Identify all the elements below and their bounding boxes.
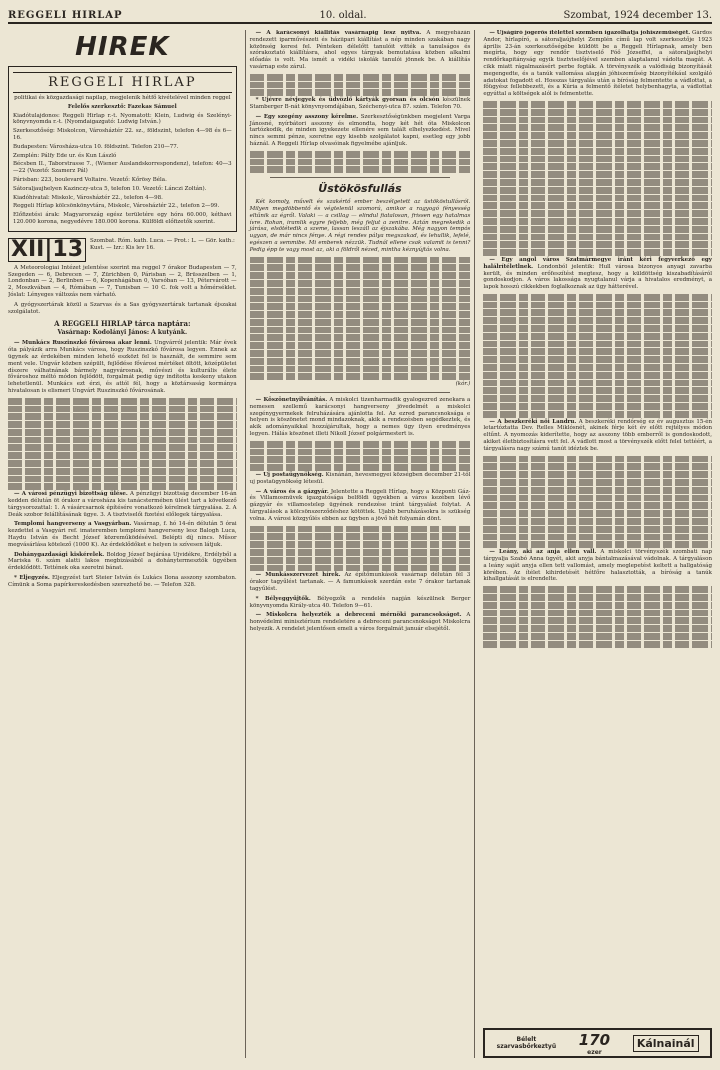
ad-product bbox=[497, 1036, 556, 1050]
calendar-day bbox=[8, 238, 237, 262]
ad-price-unit: ezer bbox=[587, 1048, 602, 1056]
news-article bbox=[8, 575, 237, 589]
masthead-box bbox=[8, 66, 237, 232]
masthead-line: Kiadótulajdonos: Reggeli Hirlap r.-t. Nyomatott: Klein, Ludwig és Szelényi-könyvnyomda r.-t. (Nyomdaigazgató: Ludwig István.) bbox=[13, 112, 232, 126]
article-body: Ungvárról jelentik: Már évek óta pályázik arra Munkács városa, hogy Ruszinszkó fővárosa legyen. Ennek az ügynek az érdekében minden lehető eszközt fel is használt, de semmire sem ment vele. Ungvár közben szépült, fejlődése fővárosi mértéket öltött, középületei díszere válhatnának bármely nagyvárosnak, művészi és kulturális élete fővároshoz méltó módon fejlődött, forgalmát pedig úgy indította keskeny utakon lehetetlenül. Munkács ezt érzi, és attól fél, hogy a köztársaság kormánya hivatalosan is elismeri Ungvárt Ruszinszkó fővárosának. bbox=[8, 340, 237, 394]
article-title: — A városi pénzügyi bizottság ülése. bbox=[14, 491, 128, 498]
news-article bbox=[250, 612, 471, 632]
article-title: Templomi hangverseny a Vasgyárban. bbox=[14, 521, 132, 528]
article-body: A megyeházán rendezett iparművészeti és háziipari kiállítást a nép minden szakában nagy közönség keresi fel. Pénteken délelőtt tanulóit vitték a tanulságos és szórakoztató kiállításra, ahol egyes tárgyak bemutatása közben alkalmi előadás is volt. Ma ismét a vidéki iskolák tanulói jönnek be. A kiállítás vasárnap este zárul. bbox=[249, 30, 471, 70]
masthead-line: Zemplén: Pálfy Ede ur. és Kun László bbox=[13, 152, 117, 159]
news-article bbox=[250, 397, 471, 438]
article-body: Gárdos Andor, hírlapíró, a sátoraljaújhelyi Zemplén című lap volt szerkesztője 1923 április 23-án szerkesztőségébe küldött be a Reggeli Hírlapnak, amely ben megírta, hogy egy rendőr tisztviselő Fóő Józseffel, a sátoraljaújhelyi rendőrkapitányság egyik tisztviselőjével szemben alaptalanul vádolta magát. A cikk miatt rágalmazásért perbe fogták. A törvényszék a valódiság bizonyítását megengedte, és a tanúk vallomása alapján jóhiszeműség bizonyítékául szolgáló adatokat fogadott el. Hosszas tárgyalás után a bíróság felmentette a vádlottat, a főügyész fellebbezett, és a Kúria a felmentő ítéletet helybenhagyta, a vádlottat egyúttal a költségek alól is felmentette. bbox=[483, 30, 712, 98]
article-title: — A beszkeréki női Landru. bbox=[489, 418, 577, 425]
program-heading: A REGGELI HIRLAP tárca naptára: bbox=[54, 319, 191, 329]
article-title: — Uj postaügynökség. bbox=[255, 472, 324, 479]
ad-line1: Bélelt bbox=[516, 1036, 537, 1043]
article-body: A honvédelmi minisztérium rendeletére a debreceni parancsnokságot Miskolcra helyezik. A rendelet jelentősen emeli a város forgalmát január elsejétől. bbox=[249, 612, 471, 632]
masthead-editor: Felelős szerkesztő: Fazekas Sámuel bbox=[67, 103, 177, 110]
article-body: Szerkesztőségünkben megjelent Varga Jánosné, nyírbátori asszony és elmondta, hogy két hét óta Miskolcon tartózkodik, de minden igyekezete ellenére sem talált elhelyezkedést. Mivel nincs semmi pénze, szeretne egy kisebb szolgálatot kapni, esetleg egy jobb háznál. A Reggeli Hírlap olvasóinak figyelmébe ajánljuk. bbox=[249, 113, 471, 147]
news-article bbox=[483, 30, 712, 98]
weather-report: A Meteorologiai Intézet jelentése szerint ma reggel 7 órakor Budapesten — 7, Szegeden — 6, Debrecen — 7, Zürichben 0, Párisban — 2, Brüsszelben — 1, Londonban — 2, Berlinben — 6, Kopenhágában 0, Varsóban — 13, Pétervárott — 2, Moszkvában — 4, Rómában — 7, Tunisban — 10 C. fok volt a hőmérséklet. Jóslat: Lényeges változás nem várható. bbox=[8, 264, 237, 298]
article-title: — Leány, aki az anja ellen vall. bbox=[489, 549, 597, 556]
masthead-line: Budapesten: Városháza-utca 10. földszint. Telefon 210—77. bbox=[13, 143, 179, 150]
news-article bbox=[250, 30, 471, 71]
article-body: készülnek Stamberger B-nát könyvnyomdájában, Széchenyi-utca 87. szám. Telefon 70. bbox=[249, 97, 471, 110]
day-number-box: XII|13 bbox=[8, 238, 86, 262]
masthead-line: Párisban: 223, boulevard Voltaire. Vezető: Kőrösy Béla. bbox=[13, 176, 167, 183]
masthead-title: REGGELI HIRLAP bbox=[13, 72, 232, 93]
article-title: — Munkács Ruszinszkó fővárosa akar lenni. bbox=[14, 340, 152, 347]
masthead-line: Szerkesztőség: Miskolcon, Városháztér 22. sz., földszint, telefon 4—98 és 6—16. bbox=[13, 128, 232, 141]
day-saints: Szombat. Róm. kath. Luca. — Prot.: L. — Gör. kath.: Kust. — Izr.: Kis lev 16. bbox=[90, 237, 235, 251]
news-article bbox=[250, 596, 471, 610]
article-title: — A karácsonyi kiállítás vasárnapig lesz nyitva. bbox=[255, 30, 422, 36]
ad-price-block bbox=[579, 1031, 610, 1056]
masthead-line: Sátoraljaujhelyen Kazinczy-utca 5, telefon 10. Vezető: Lánczi Zoltán). bbox=[13, 185, 207, 192]
news-article bbox=[483, 419, 712, 453]
section-divider bbox=[270, 392, 451, 393]
ad-price: 170 bbox=[578, 1030, 611, 1049]
issue-date: Szombat, 1924 december 13. bbox=[563, 10, 712, 21]
article-body: A beszkeréki rendőrség ez év augusztus 15-én letartóztatta Dev. Relles Miklósnét, akinek férje két év előtt rejtélyes módon eltűnt. A nyomozás kiderítette, hogy az asszony több emberről is gondoskodott, akiket életbiztosításra vett fel. A vádlott most a törvényszék előtt felel tettéért, a tárgyalásra nagy számú tanút idéztek be. bbox=[483, 418, 712, 452]
masthead-line: Előfizetési árak: Magyarország egész területére egy hóra 60.000, kéthavi 120.000 korona, negyedévre 180.000 korona. Külföldi előfizetők szerint. bbox=[13, 212, 232, 225]
ad-line2: szarvasbőrkeztyű bbox=[496, 1043, 557, 1050]
column-middle bbox=[245, 30, 476, 1058]
pharmacy-notice: A gyógyszertárak közül a Szarvas és a Sas gyógyszertárak tartanak éjszakai szolgálatot. bbox=[8, 301, 237, 315]
masthead-subtitle: politikai és közgazdasági napilap, megjelenik hétfő kivételével minden reggel bbox=[14, 95, 231, 101]
article-body: A miskolci tizenharmadik gyalogezred zenekara a nemesen szellemű karácsonyi hangverseny jövedelmét a miskolci szegénygyermekek felruházására ajánlotta fel. Az ezred parancsnoksága e helyen is köszönetet mond mindazoknak, akik a rendezésben segédkeztek, és akik adományaikkal hozzájárultak, hogy a nemes ügy ilyen eredményes legyen. Hálás köszönet illeti Nikoll József polgármestert is. bbox=[249, 397, 471, 438]
article-body: Bélyegzők a rendelés napján készülnek Berger könyvnyomda Király-utca 40. Telefon 9—61. bbox=[249, 595, 471, 609]
advertisement-gloves bbox=[483, 1028, 712, 1058]
article-title: — Egy szegény asszony kérelme. bbox=[255, 113, 359, 120]
page-header bbox=[8, 6, 712, 24]
column-left bbox=[8, 30, 237, 1058]
feuilleton-body: Két komoly, művelt és szakértő ember beszélgetett az üstököstullásról. Milyen megdöbbentő és végtelenül szomorú, amikor a ragyogó fényesség eltűnik az égről. Valaki — a csillag — elindul fiatalosan, frissen egy hatalmas ívre. Rohan, iramlik egyre feljebb, még feljut a zenitre. Aztán megrekedik a járása, elsötétedik a szeme, lassan leszáll az éjszakába. Még nagyon tempós ugyan, de már nincs fénye. A régi rendes pálya megszakad, és lehullik, lefelé, egészen a semmibe. Mi emberek nézzük. Tudnál ellene csak valamit is tenni? Pedig épp te vagy most az, aki a földről nézed, mintha kéznyújtás volna. bbox=[249, 199, 471, 253]
article-title: — Köszönetnyilvánítás. bbox=[255, 397, 328, 404]
news-article bbox=[250, 472, 471, 486]
news-article bbox=[483, 257, 712, 291]
news-article bbox=[483, 549, 712, 583]
article-body: Vasárnap, f. hó 14-én délután 5 órai kezdettel a Vasgyári ref. imateremben templomi hangverseny lesz Balogh Luca, Haydu István és Becht József közreműködésével. Belépti díj nincs. Műsor megvásárlása kötelező (1000 K). Az érdeklődőket e helyen is szívesen látjuk. bbox=[8, 521, 237, 548]
feuilleton-signature: (kór.) bbox=[455, 381, 471, 388]
page-number: 10. oldal. bbox=[319, 10, 367, 21]
article-title: * Eljegyzés. bbox=[14, 575, 50, 582]
section-divider bbox=[270, 177, 451, 178]
article-title: — Egy angol város Szatmármegye iránt kéri fegyverkező egy halálrítéletlnek. bbox=[483, 256, 712, 270]
article-body: Jelentette a Reggeli Hírlap, hogy a Központi Gáz- és Villamosmüvek igazgatósága belföldi ügyekben a város kezében lévő gázgyár és villamostelep ügyének rendezése iránt tárgyalást folytat. A tárgyalások a kölcsönszerződéshez kötöttek. Ujabb beruházásokra is szükség volna. A városi közgyűlés ebben az ügyben a jövő hét folyamán dönt. bbox=[249, 488, 471, 522]
news-article bbox=[8, 552, 237, 572]
masthead-line: Reggeli Hírlap kölcsönkönyvtára, Miskolc, Városháztér 22., telefon 2—99. bbox=[13, 203, 220, 210]
article-title: — Miskolcra helyezték a debreceni mérnöki parancsokságot. bbox=[255, 612, 462, 619]
feuilleton-title: Üstökösfullás bbox=[318, 182, 402, 196]
article-title: * Ujévre névjegyek és üdvözlő kártyák gyorsan és olcsón bbox=[255, 97, 440, 104]
program-subheading: Vasárnap: Kodolányi János: A kutyánk. bbox=[57, 329, 188, 337]
article-title: — Munkásszervezet hírek. bbox=[255, 572, 341, 579]
news-article bbox=[250, 489, 471, 523]
section-title-hirek: HIREK bbox=[75, 32, 170, 62]
news-article bbox=[8, 491, 237, 518]
article-title: * Bélyeggyűjtők. bbox=[255, 595, 311, 602]
news-article bbox=[250, 572, 471, 592]
news-article bbox=[8, 521, 237, 548]
masthead-line: Bécsben II., Taborstrasse 7., (Wiener Auslandskorrespondenz), telefon: 40—3—22 (Vezető: Szamerz Pál) bbox=[13, 161, 232, 175]
masthead-line: Kiadóhivatal: Miskolc, Városháztér 22., telefon 4—98. bbox=[13, 194, 163, 201]
news-article bbox=[8, 340, 237, 394]
article-title: — Ujságíró jogerős ítélettel szemben igazolhatja johiszeműségét. bbox=[489, 30, 691, 36]
ad-shop-name: Kálnainál bbox=[633, 1035, 699, 1052]
column-right bbox=[483, 30, 712, 1058]
news-article bbox=[250, 97, 471, 111]
newspaper-name: REGGELI HIRLAP bbox=[8, 10, 123, 21]
article-body: Londonból jelentik: Hull városa bizonyos anyagi zavarba került, és minden erőfeszítést megtesz, hogy a küldöttség kiszabadításáról gondoskodjon. A város lakossága nyugtalanul várja a hivatalos eredményt, a lapok hosszú cikkekben foglalkoznak az ügy hátterével. bbox=[483, 263, 712, 291]
article-body: Eljegyzést tart Steier István és Lukács Ilona asszony szombaton. Címünk a Soma papírkereskedésben szerezhető be. — Telefon 328. bbox=[8, 575, 237, 588]
article-body: Boldog József bejárása Ujvidékre, Erdélyből a Mariska 6. szám alatti lakos megbizásából a dohánytermesztők ügyében érdeklődött. Tettének oka szeretni bánat. bbox=[8, 551, 237, 572]
article-body: A miskolci törvényszék szombati nap tárgyalja Szabó Anna ügyét, akit anyja bántalmazásával vádolnak. A tárgyaláson a leány saját anyja ellen tett vallomást, amely meglepetést keltett a hallgatóság körében. Az ítélet kihirdetését hétfőre halasztották, a bíróság a tanúk kihallgatását is elrendelte. bbox=[483, 549, 712, 583]
article-title: — A város és a gázgyár. bbox=[255, 488, 329, 495]
article-body: Az építőmunkások vasárnap délután fél 3 órakor tagyűlést tartanak. — A famunkások szerdán este 7 órakor tartanak tagyűlést. bbox=[249, 572, 471, 592]
article-body: A pénzügyi bizottság december 16-án kedden délután öt órakor a városháza kis tanácstermében ülést tart a következő tárgysorozattal: 1. A vásárcsarnok építésére vonatkozó kérelmek tárgyalása. 2. A Deák szobor felállításának ügye. 3. A tisztviselői fizetési előlegek tárgyalása. bbox=[8, 491, 237, 518]
article-title: Dohánygazdasági kiskérelek. bbox=[14, 551, 105, 558]
news-article bbox=[250, 114, 471, 148]
article-body: Kisnánán, hevesmegyei községben december 21-től uj postaügynökség létesül. bbox=[249, 472, 471, 485]
day-number: 13 bbox=[52, 236, 84, 262]
month-roman: XII bbox=[11, 236, 45, 262]
